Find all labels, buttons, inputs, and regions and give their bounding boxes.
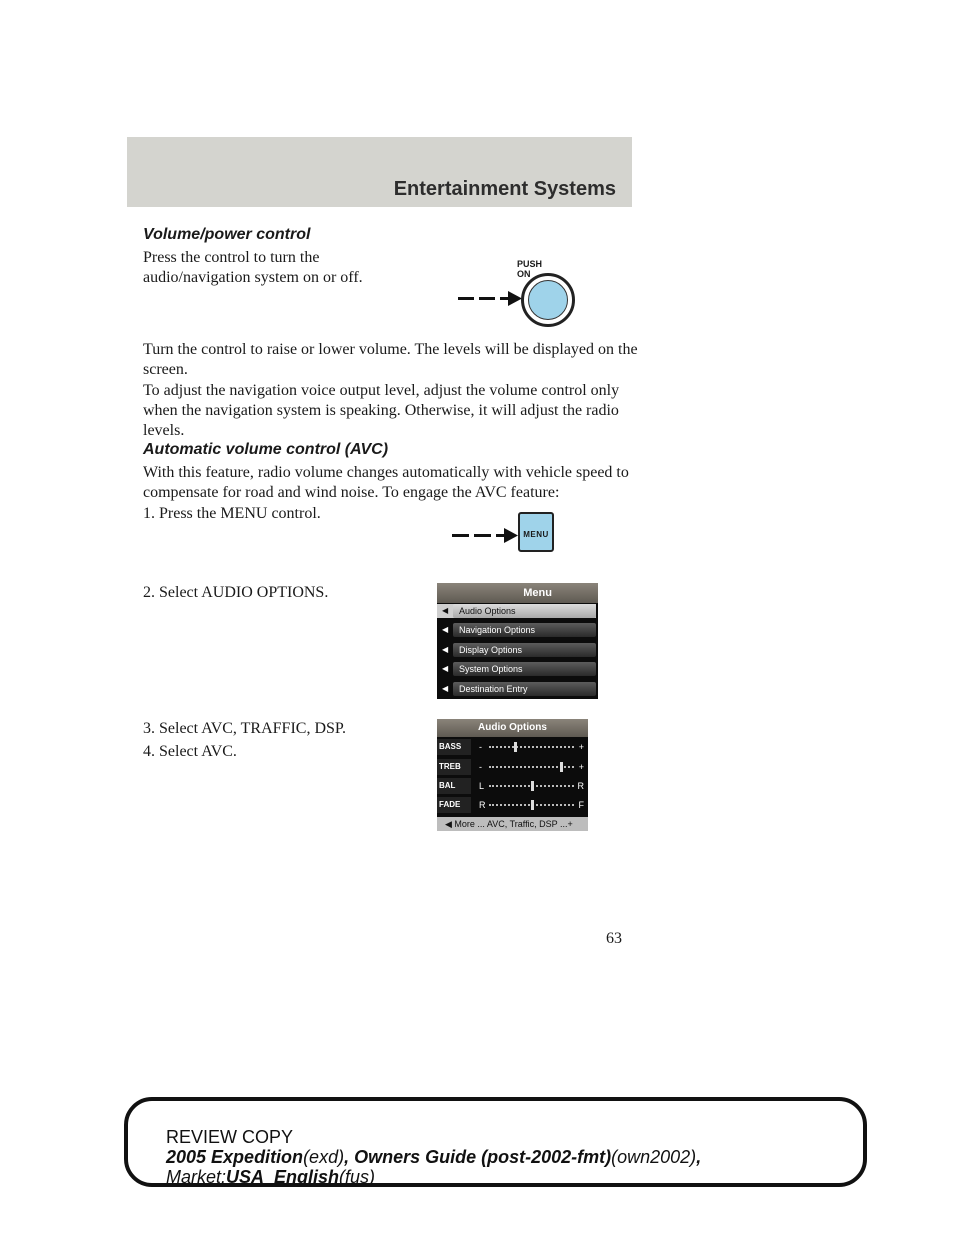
menu-screen-title: Menu xyxy=(437,583,598,603)
menu-item-navigation-options: ◀ Navigation Options xyxy=(437,623,596,637)
triangle-left-icon: ◀ xyxy=(442,606,449,615)
triangle-left-icon: ◀ xyxy=(442,664,449,673)
audio-screen-title: Audio Options xyxy=(437,719,588,737)
page-number: 63 xyxy=(606,930,622,947)
level-marker xyxy=(560,762,563,772)
arrow-right-icon xyxy=(508,291,522,306)
menu-screen xyxy=(437,583,598,699)
step-3: 3. Select AVC, TRAFFIC, DSP. xyxy=(143,720,347,737)
audio-row-balance: BAL L R xyxy=(437,778,588,794)
audio-row-treble: TREB - + xyxy=(437,759,588,775)
page-header xyxy=(127,137,632,207)
footer-line-1: REVIEW COPY xyxy=(166,1127,294,1147)
menu-item-system-options: ◀ System Options xyxy=(437,662,596,676)
menu-button-icon: MENU xyxy=(518,512,554,552)
menu-item-destination-entry: ◀ Destination Entry xyxy=(437,682,596,696)
step-1: 1. Press the MENU control. xyxy=(143,505,321,522)
audio-row-bass: BASS - + xyxy=(437,739,588,755)
step-2: 2. Select AUDIO OPTIONS. xyxy=(143,584,329,601)
triangle-left-icon: ◀ xyxy=(442,684,449,693)
volume-paragraph-3: To adjust the navigation voice output level, adjust the volume control only when the navigation system is speaking. Otherwise, it will adjust the radio levels. xyxy=(143,382,620,439)
volume-paragraph-2: Turn the control to raise or lower volume. The levels will be displayed on the screen. xyxy=(143,341,638,378)
menu-item-audio-options: ◀ Audio Options xyxy=(437,604,596,618)
arrow-dash xyxy=(452,534,469,537)
audio-options-screen xyxy=(437,719,588,831)
arrow-dash xyxy=(479,297,495,300)
footer-line-2: 2005 Expedition(exd), Owners Guide (post-2002-fmt)(own2002), xyxy=(166,1147,702,1167)
volume-heading: Volume/power control xyxy=(143,226,311,243)
audio-row-fade: FADE R F xyxy=(437,797,588,813)
step-4: 4. Select AVC. xyxy=(143,743,237,760)
avc-paragraph-1: With this feature, radio volume changes automatically with vehicle speed to compensate for road and wind noise. To engage the AVC feature: xyxy=(143,464,629,501)
level-marker xyxy=(514,742,517,752)
avc-heading: Automatic volume control (AVC) xyxy=(143,441,389,458)
level-marker xyxy=(531,800,534,810)
volume-paragraph-1: Press the control to turn the audio/navigation system on or off. xyxy=(143,249,363,286)
arrow-right-icon xyxy=(504,528,518,543)
arrow-dash xyxy=(474,534,491,537)
volume-knob-icon xyxy=(521,273,575,327)
review-footer xyxy=(124,1097,867,1187)
triangle-left-icon: ◀ xyxy=(442,645,449,654)
push-on-label: PUSH ON xyxy=(517,259,543,279)
level-marker xyxy=(531,781,534,791)
audio-more-row: ◀ More ... AVC, Traffic, DSP ...+ xyxy=(437,817,588,831)
triangle-left-icon: ◀ xyxy=(442,625,449,634)
footer-line-3: Market:USA_English(fus) xyxy=(166,1167,376,1187)
section-title: Entertainment Systems xyxy=(393,178,616,200)
menu-item-display-options: ◀ Display Options xyxy=(437,643,596,657)
arrow-dash xyxy=(458,297,474,300)
